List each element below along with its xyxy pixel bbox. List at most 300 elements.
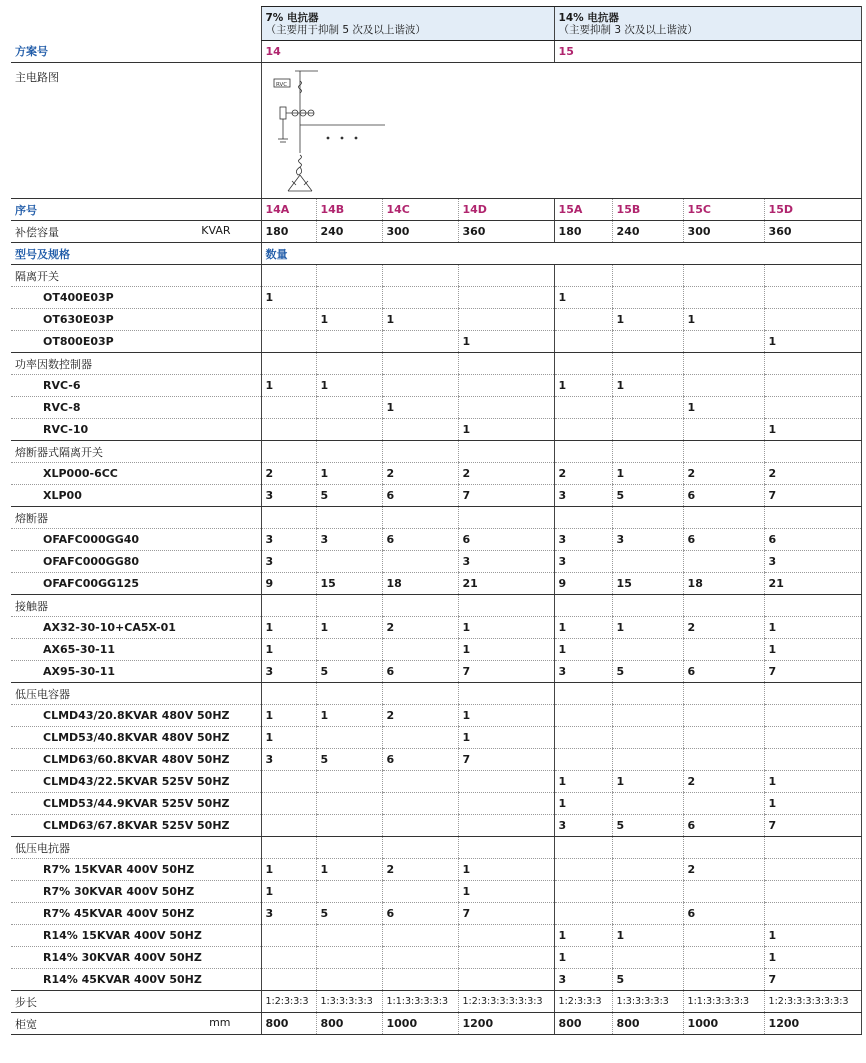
item-row bbox=[11, 463, 861, 485]
qty-cell bbox=[683, 287, 764, 309]
qty-cell bbox=[554, 749, 612, 771]
group-header-cell bbox=[382, 441, 458, 463]
qty-cell: 2 bbox=[683, 771, 764, 793]
qty-cell bbox=[458, 287, 554, 309]
qty-cell: 7 bbox=[458, 485, 554, 507]
width-cell: 800 bbox=[261, 1013, 316, 1035]
qty-cell bbox=[612, 551, 683, 573]
group-title: 功率因数控制器 bbox=[11, 353, 261, 375]
qty-cell: 1 bbox=[316, 309, 382, 331]
item-row bbox=[11, 815, 861, 837]
qty-cell bbox=[261, 925, 316, 947]
qty-cell: 5 bbox=[316, 661, 382, 683]
qty-cell: 1 bbox=[261, 639, 316, 661]
group-header-cell bbox=[316, 595, 382, 617]
qty-cell: 1 bbox=[764, 925, 861, 947]
step-cell: 1:3:3:3:3:3 bbox=[316, 991, 382, 1013]
item-name: OFAFC000GG80 bbox=[11, 551, 261, 573]
capacity-cell-0: 180 bbox=[261, 221, 316, 243]
capacity-cell-7: 360 bbox=[764, 221, 861, 243]
qty-cell: 6 bbox=[683, 903, 764, 925]
item-row bbox=[11, 573, 861, 595]
group-header-cell bbox=[261, 265, 316, 287]
qty-cell bbox=[612, 749, 683, 771]
qty-cell: 7 bbox=[458, 903, 554, 925]
capacity-cell-3: 360 bbox=[458, 221, 554, 243]
qty-cell: 1 bbox=[764, 331, 861, 353]
qty-cell: 6 bbox=[458, 529, 554, 551]
group-header-cell bbox=[458, 265, 554, 287]
item-row bbox=[11, 485, 861, 507]
qty-cell: 3 bbox=[554, 969, 612, 991]
group-header-cell bbox=[261, 595, 316, 617]
qty-cell bbox=[612, 881, 683, 903]
qty-cell bbox=[764, 705, 861, 727]
item-name: XLP000-6CC bbox=[11, 463, 261, 485]
qty-cell bbox=[458, 375, 554, 397]
circuit-row bbox=[11, 63, 861, 199]
qty-cell bbox=[764, 397, 861, 419]
qty-cell: 21 bbox=[764, 573, 861, 595]
group-header-cell bbox=[764, 353, 861, 375]
group-header-cell bbox=[764, 683, 861, 705]
qty-label: 数量 bbox=[261, 243, 861, 265]
group-header-cell bbox=[382, 353, 458, 375]
group-b-subtitle: （主要抑制 3 次及以上谐波） bbox=[558, 23, 698, 36]
qty-cell: 5 bbox=[316, 903, 382, 925]
qty-cell: 9 bbox=[554, 573, 612, 595]
item-row bbox=[11, 639, 861, 661]
width-cell: 800 bbox=[612, 1013, 683, 1035]
qty-cell: 2 bbox=[382, 705, 458, 727]
qty-cell bbox=[683, 947, 764, 969]
group-header-cell bbox=[382, 837, 458, 859]
group-header-cell bbox=[683, 507, 764, 529]
capacity-label-cell bbox=[11, 221, 261, 243]
qty-cell bbox=[764, 727, 861, 749]
item-name: AX65-30-11 bbox=[11, 639, 261, 661]
item-name: R14% 30KVAR 400V 50HZ bbox=[11, 947, 261, 969]
qty-cell bbox=[261, 397, 316, 419]
qty-cell bbox=[382, 727, 458, 749]
table-body bbox=[11, 7, 861, 1035]
item-row bbox=[11, 287, 861, 309]
qty-cell bbox=[382, 947, 458, 969]
qty-cell: 1 bbox=[458, 331, 554, 353]
qty-cell: 3 bbox=[764, 551, 861, 573]
qty-cell bbox=[261, 969, 316, 991]
seq-cell-5: 15B bbox=[612, 199, 683, 221]
qty-cell: 5 bbox=[612, 969, 683, 991]
qty-cell bbox=[261, 331, 316, 353]
qty-cell bbox=[554, 903, 612, 925]
item-row bbox=[11, 551, 861, 573]
qty-cell bbox=[612, 287, 683, 309]
group-header-cell bbox=[316, 441, 382, 463]
qty-cell: 1 bbox=[612, 463, 683, 485]
qty-cell bbox=[316, 925, 382, 947]
item-name: CLMD63/67.8KVAR 525V 50HZ bbox=[11, 815, 261, 837]
qty-cell bbox=[458, 969, 554, 991]
qty-cell: 1 bbox=[764, 771, 861, 793]
group-header-cell bbox=[612, 507, 683, 529]
qty-cell: 1 bbox=[683, 397, 764, 419]
qty-cell bbox=[382, 375, 458, 397]
qty-cell: 6 bbox=[382, 903, 458, 925]
capacity-cell-2: 300 bbox=[382, 221, 458, 243]
qty-cell: 1 bbox=[316, 859, 382, 881]
qty-cell bbox=[764, 287, 861, 309]
qty-cell: 1 bbox=[612, 771, 683, 793]
qty-cell bbox=[458, 793, 554, 815]
capacity-cell-5: 240 bbox=[612, 221, 683, 243]
item-row bbox=[11, 705, 861, 727]
qty-cell: 3 bbox=[316, 529, 382, 551]
item-name: R7% 15KVAR 400V 50HZ bbox=[11, 859, 261, 881]
item-row bbox=[11, 969, 861, 991]
qty-cell bbox=[382, 639, 458, 661]
width-label: 柜宽 bbox=[15, 1017, 37, 1031]
qty-cell bbox=[382, 881, 458, 903]
qty-cell: 2 bbox=[683, 617, 764, 639]
capacity-unit: KVAR bbox=[201, 223, 231, 237]
qty-cell: 3 bbox=[554, 551, 612, 573]
group-header-cell bbox=[382, 507, 458, 529]
qty-cell: 15 bbox=[316, 573, 382, 595]
capacity-cell-6: 300 bbox=[683, 221, 764, 243]
item-name: AX32-30-10+CA5X-01 bbox=[11, 617, 261, 639]
item-name: R7% 30KVAR 400V 50HZ bbox=[11, 881, 261, 903]
qty-cell: 1 bbox=[554, 375, 612, 397]
group-header-cell bbox=[683, 683, 764, 705]
qty-cell: 1 bbox=[458, 859, 554, 881]
group-header-cell bbox=[316, 683, 382, 705]
group-header-cell bbox=[612, 441, 683, 463]
item-row bbox=[11, 397, 861, 419]
qty-cell: 1 bbox=[554, 771, 612, 793]
group-title: 熔断器 bbox=[11, 507, 261, 529]
group-header-cell bbox=[458, 441, 554, 463]
qty-cell bbox=[316, 969, 382, 991]
item-name: R14% 15KVAR 400V 50HZ bbox=[11, 925, 261, 947]
capacity-row bbox=[11, 221, 861, 243]
qty-cell bbox=[458, 397, 554, 419]
item-name: RVC-6 bbox=[11, 375, 261, 397]
qty-cell: 1 bbox=[458, 419, 554, 441]
qty-cell bbox=[316, 727, 382, 749]
qty-cell: 7 bbox=[764, 969, 861, 991]
qty-cell bbox=[554, 419, 612, 441]
qty-cell: 1 bbox=[261, 375, 316, 397]
group-header-cell bbox=[683, 837, 764, 859]
qty-cell bbox=[683, 639, 764, 661]
qty-cell: 5 bbox=[316, 485, 382, 507]
qty-cell: 1 bbox=[554, 947, 612, 969]
qty-cell: 1 bbox=[261, 617, 316, 639]
group-header-cell bbox=[316, 265, 382, 287]
group-header-cell bbox=[458, 837, 554, 859]
width-row bbox=[11, 1013, 861, 1035]
item-row bbox=[11, 331, 861, 353]
qty-cell bbox=[683, 375, 764, 397]
item-row bbox=[11, 309, 861, 331]
group-header-row bbox=[11, 507, 861, 529]
qty-cell bbox=[382, 287, 458, 309]
qty-cell bbox=[316, 947, 382, 969]
group-header-cell bbox=[683, 441, 764, 463]
qty-cell: 7 bbox=[764, 661, 861, 683]
qty-cell: 1 bbox=[554, 287, 612, 309]
qty-cell bbox=[382, 551, 458, 573]
qty-cell: 15 bbox=[612, 573, 683, 595]
qty-cell: 2 bbox=[554, 463, 612, 485]
group-header-cell bbox=[261, 353, 316, 375]
item-row bbox=[11, 771, 861, 793]
qty-cell: 1 bbox=[554, 793, 612, 815]
seq-label: 序号 bbox=[11, 199, 261, 221]
seq-cell-0: 14A bbox=[261, 199, 316, 221]
group-header-cell bbox=[764, 441, 861, 463]
scheme-b: 15 bbox=[554, 41, 861, 63]
qty-cell bbox=[261, 947, 316, 969]
qty-cell: 5 bbox=[612, 485, 683, 507]
qty-cell: 1 bbox=[612, 309, 683, 331]
qty-cell: 3 bbox=[261, 485, 316, 507]
spec-head-label: 型号及规格 bbox=[11, 243, 261, 265]
qty-cell bbox=[683, 749, 764, 771]
qty-cell bbox=[316, 815, 382, 837]
group-a-title: 7% 电抗器 bbox=[265, 11, 319, 24]
width-label-cell bbox=[11, 1013, 261, 1035]
qty-cell: 2 bbox=[382, 859, 458, 881]
qty-cell: 3 bbox=[261, 903, 316, 925]
qty-cell bbox=[316, 397, 382, 419]
qty-cell: 1 bbox=[382, 397, 458, 419]
qty-cell: 1 bbox=[612, 617, 683, 639]
qty-cell: 3 bbox=[554, 661, 612, 683]
group-header-cell bbox=[612, 265, 683, 287]
qty-cell: 3 bbox=[554, 815, 612, 837]
qty-cell bbox=[612, 903, 683, 925]
group-header-cell bbox=[612, 353, 683, 375]
qty-cell bbox=[554, 331, 612, 353]
selection-table bbox=[11, 6, 862, 1035]
group-header-cell bbox=[764, 837, 861, 859]
item-row bbox=[11, 903, 861, 925]
qty-cell bbox=[554, 309, 612, 331]
item-row bbox=[11, 661, 861, 683]
qty-cell bbox=[764, 749, 861, 771]
qty-cell: 1 bbox=[316, 705, 382, 727]
scheme-row bbox=[11, 41, 861, 63]
qty-cell bbox=[316, 793, 382, 815]
width-cell: 800 bbox=[316, 1013, 382, 1035]
item-name: R14% 45KVAR 400V 50HZ bbox=[11, 969, 261, 991]
qty-cell bbox=[554, 397, 612, 419]
seq-cell-2: 14C bbox=[382, 199, 458, 221]
qty-cell: 3 bbox=[261, 661, 316, 683]
qty-cell: 1 bbox=[316, 617, 382, 639]
group-b-header bbox=[554, 7, 861, 41]
qty-cell bbox=[554, 859, 612, 881]
qty-cell bbox=[458, 815, 554, 837]
qty-cell bbox=[554, 705, 612, 727]
item-row bbox=[11, 727, 861, 749]
qty-cell bbox=[316, 419, 382, 441]
item-name: CLMD43/22.5KVAR 525V 50HZ bbox=[11, 771, 261, 793]
qty-cell: 2 bbox=[683, 859, 764, 881]
group-header-cell bbox=[554, 507, 612, 529]
seq-cell-7: 15D bbox=[764, 199, 861, 221]
qty-cell: 1 bbox=[554, 639, 612, 661]
qty-cell: 2 bbox=[764, 463, 861, 485]
qty-cell: 1 bbox=[764, 419, 861, 441]
header-row bbox=[11, 7, 861, 41]
rvc-tag: RVC bbox=[275, 82, 287, 88]
qty-cell bbox=[764, 859, 861, 881]
item-name: R7% 45KVAR 400V 50HZ bbox=[11, 903, 261, 925]
qty-cell: 7 bbox=[458, 661, 554, 683]
qty-cell: 3 bbox=[612, 529, 683, 551]
qty-cell: 7 bbox=[764, 815, 861, 837]
qty-cell: 6 bbox=[382, 749, 458, 771]
item-row bbox=[11, 617, 861, 639]
qty-cell bbox=[316, 551, 382, 573]
qty-cell bbox=[612, 419, 683, 441]
qty-cell: 1 bbox=[764, 793, 861, 815]
qty-cell bbox=[261, 815, 316, 837]
item-row bbox=[11, 859, 861, 881]
seq-cell-4: 15A bbox=[554, 199, 612, 221]
qty-cell bbox=[382, 331, 458, 353]
qty-cell: 1 bbox=[261, 859, 316, 881]
group-a-subtitle: （主要用于抑制 5 次及以上谐波） bbox=[265, 23, 426, 36]
group-header-cell bbox=[261, 441, 316, 463]
group-header-cell bbox=[764, 265, 861, 287]
qty-cell: 2 bbox=[382, 617, 458, 639]
item-name: XLP00 bbox=[11, 485, 261, 507]
qty-cell bbox=[683, 331, 764, 353]
qty-cell bbox=[458, 947, 554, 969]
width-cell: 800 bbox=[554, 1013, 612, 1035]
qty-cell: 6 bbox=[683, 529, 764, 551]
group-header-cell bbox=[316, 837, 382, 859]
capacity-label: 补偿容量 bbox=[15, 225, 59, 239]
qty-cell: 1 bbox=[683, 309, 764, 331]
qty-cell bbox=[316, 771, 382, 793]
qty-cell bbox=[683, 727, 764, 749]
group-header-row bbox=[11, 353, 861, 375]
qty-cell bbox=[683, 551, 764, 573]
qty-cell bbox=[764, 903, 861, 925]
qty-cell: 21 bbox=[458, 573, 554, 595]
group-header-cell bbox=[554, 265, 612, 287]
qty-cell: 1 bbox=[382, 309, 458, 331]
spec-sheet bbox=[11, 6, 861, 1035]
qty-cell bbox=[612, 859, 683, 881]
qty-cell: 3 bbox=[554, 529, 612, 551]
step-cell: 1:1:3:3:3:3:3 bbox=[382, 991, 458, 1013]
group-header-cell bbox=[554, 441, 612, 463]
scheme-a: 14 bbox=[261, 41, 554, 63]
spec-head-row bbox=[11, 243, 861, 265]
step-cell: 1:3:3:3:3:3 bbox=[612, 991, 683, 1013]
qty-cell: 1 bbox=[458, 639, 554, 661]
qty-cell: 6 bbox=[382, 661, 458, 683]
qty-cell: 2 bbox=[683, 463, 764, 485]
group-header-cell bbox=[458, 683, 554, 705]
qty-cell: 7 bbox=[458, 749, 554, 771]
qty-cell bbox=[683, 419, 764, 441]
qty-cell bbox=[612, 331, 683, 353]
item-row bbox=[11, 375, 861, 397]
qty-cell: 5 bbox=[316, 749, 382, 771]
item-row bbox=[11, 881, 861, 903]
group-header-cell bbox=[683, 265, 764, 287]
qty-cell bbox=[316, 287, 382, 309]
seq-row bbox=[11, 199, 861, 221]
width-cell: 1000 bbox=[382, 1013, 458, 1035]
qty-cell bbox=[612, 727, 683, 749]
qty-cell bbox=[683, 705, 764, 727]
qty-cell bbox=[382, 925, 458, 947]
main-circuit-diagram bbox=[270, 63, 390, 198]
qty-cell: 7 bbox=[764, 485, 861, 507]
qty-cell: 5 bbox=[612, 815, 683, 837]
qty-cell: 1 bbox=[554, 925, 612, 947]
step-row bbox=[11, 991, 861, 1013]
group-header-cell bbox=[764, 507, 861, 529]
group-b-title: 14% 电抗器 bbox=[558, 11, 619, 24]
qty-cell bbox=[683, 969, 764, 991]
qty-cell bbox=[683, 793, 764, 815]
qty-cell bbox=[382, 793, 458, 815]
group-title: 熔断器式隔离开关 bbox=[11, 441, 261, 463]
group-header-cell bbox=[261, 683, 316, 705]
qty-cell: 1 bbox=[612, 375, 683, 397]
seq-cell-1: 14B bbox=[316, 199, 382, 221]
group-header-row bbox=[11, 441, 861, 463]
qty-cell bbox=[683, 881, 764, 903]
qty-cell: 6 bbox=[764, 529, 861, 551]
qty-cell bbox=[382, 815, 458, 837]
group-title: 低压电抗器 bbox=[11, 837, 261, 859]
qty-cell: 6 bbox=[382, 485, 458, 507]
group-header-row bbox=[11, 595, 861, 617]
group-header-cell bbox=[458, 507, 554, 529]
qty-cell: 2 bbox=[458, 463, 554, 485]
qty-cell bbox=[261, 793, 316, 815]
group-header-cell bbox=[612, 837, 683, 859]
qty-cell: 1 bbox=[261, 705, 316, 727]
qty-cell: 1 bbox=[458, 727, 554, 749]
qty-cell: 2 bbox=[382, 463, 458, 485]
qty-cell: 1 bbox=[764, 639, 861, 661]
group-header-row bbox=[11, 265, 861, 287]
qty-cell: 1 bbox=[261, 881, 316, 903]
group-a-header bbox=[261, 7, 554, 41]
qty-cell bbox=[382, 771, 458, 793]
group-header-cell bbox=[458, 595, 554, 617]
item-row bbox=[11, 793, 861, 815]
item-name: CLMD43/20.8KVAR 480V 50HZ bbox=[11, 705, 261, 727]
qty-cell: 1 bbox=[316, 463, 382, 485]
item-row bbox=[11, 419, 861, 441]
group-header-cell bbox=[261, 507, 316, 529]
header-blank bbox=[11, 7, 261, 41]
qty-cell: 3 bbox=[261, 749, 316, 771]
width-cell: 1200 bbox=[458, 1013, 554, 1035]
